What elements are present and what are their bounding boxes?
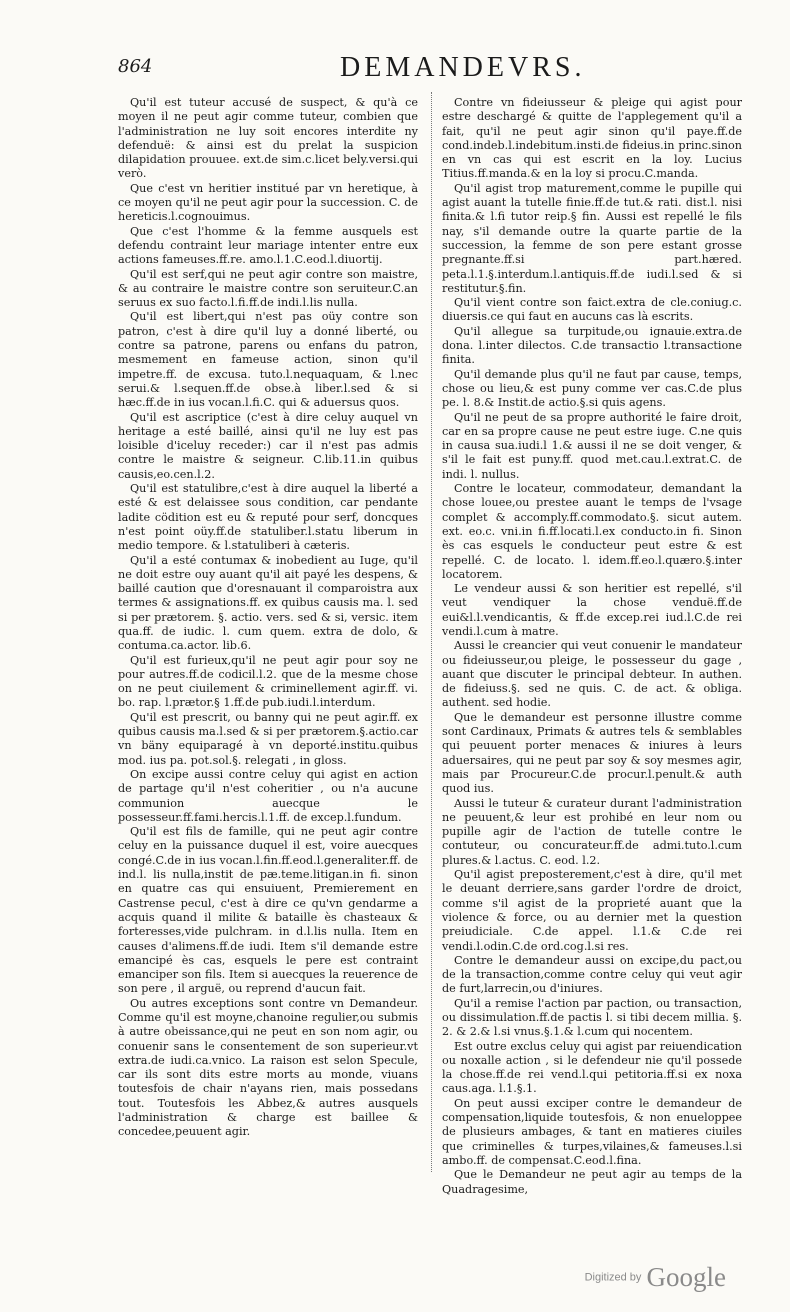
paragraph: Que c'est vn heritier institué par vn heretique, à ce moyen qu'il ne peut agir pour la succession. C. de hereticis.l.cognouimus. [118,181,418,224]
paragraph: Aussi le creancier qui veut conuenir le mandateur ou fideiusseur,ou pleige, le possesseur du gage , auant que discuter le principal debteur. In authen. de fideiuss.§. sed ne quis. C. de act. & obliga. authent. sed hodie. [442,639,742,710]
paragraph: Qu'il agist trop maturement,comme le pupille qui agist auant la tutelle finie.ff.de tut.& rati. dist.l. nisi finita.& l.fi tutor reip.§ fin. Aussi est repellé le fils nay, s'il demande outre la quarte partie de la succession, la femme de son pere estant grosse pregnante.ff.si part.hæred. peta.l.1.§.interdum.l.antiquis.ff.de iudi.l.sed & si restitutur.§.fin. [442,181,742,295]
paragraph: Que le Demandeur ne peut agir au temps de la Quadragesime, [442,1168,742,1196]
paragraph: On peut aussi exciper contre le demandeur de compensation,liquide toutesfois, & non enueloppee de plusieurs ambages, & tant en matieres ciuiles que criminelles & turpes,vilaines,& fameuses.l.si ambo.ff. de compensat.C.eod.l.fina. [442,1096,742,1167]
page-number: 864 [118,56,153,77]
paragraph: Est outre exclus celuy qui agist par reiuendication ou noxalle action , si le defendeur nie qu'il possede la chose.ff.de rei vend.l.qui petitoria.ff.si ex noxa caus.aga. l.1.§.1. [442,1039,742,1096]
column-divider [431,92,432,1172]
paragraph: Qu'il est serf,qui ne peut agir contre son maistre, & au contraire le maistre contre son seruiteur.C.an seruus ex suo facto.l.fi.ff.de indi.l.lis nulla. [118,267,418,310]
watermark-prefix: Digitized by [584,1271,642,1284]
paragraph: Contre vn fideiusseur & pleige qui agist pour estre deschargé & quitte de l'applegement qu'il a fait, qu'il ne peut agir sinon qu'il paye.ff.de cond.indeb.l.indebitum.insti.de fideius.in princ.sinon en vn cas qui est escrit en la loy. Lucius Titius.ff.manda.& en la loy si procu.C.manda. [442,96,742,181]
left-column [118,96,418,1140]
paragraph: Qu'il est ascriptice (c'est à dire celuy auquel vn heritage a esté baillé, ainsi qu'il ne luy est pas loisible d'iceluy receder:) car il n'est pas admis contre le maistre & seigneur. C.lib.11.in quibus causis,eo.cen.l.2. [118,410,418,481]
paragraph: Le vendeur aussi & son heritier est repellé, s'il veut vendiquer la chose venduë.ff.de eui&l.l.vendicantis, & ff.de excep.rei iud.l.C.de rei vendi.l.cum à matre. [442,582,742,638]
running-head-title: DEMANDEVRS. [340,52,586,83]
paragraph: Que le demandeur est personne illustre comme sont Cardinaux, Primats & autres tels & semblables qui peuuent porter menaces & iniures à leurs aduersaires, qui ne peut par soy & soy mesmes agir, mais par Procureur.C.de procur.l.penult.& auth quod ius. [442,710,742,796]
paragraph: Qu'il ne peut de sa propre authorité le faire droit, car en sa propre cause ne peut estre iuge. C.ne quis in causa sua.iudi.l 1.& aussi il ne se doit venger, & s'il le fait est puny.ff. quod met.cau.l.extrat.C. de indi. l. nullus. [442,410,742,481]
paragraph: Aussi le tuteur & curateur durant l'administration ne peuuent,& leur est prohibé en leur nom ou pupille agir de l'action de tutelle contre le contuteur, ou concurateur.ff.de admi.tuto.l.cum plures.& l.actus. C. eod. l.2. [442,796,742,867]
paragraph: Qu'il est furieux,qu'il ne peut agir pour soy ne pour autres.ff.de codicil.l.2. que de la mesme chose on ne peut ciuilement & criminellement agir.ff. vi. bo. rap. l.prætor.§ 1.ff.de pub.iudi.l.interdum. [118,653,418,710]
paragraph: Qu'il est libert,qui n'est pas oüy contre son patron, c'est à dire qu'il luy a donné liberté, ou contre sa patrone, parens ou enfans du patron, mesmement en fameuse action, sinon qu'il impetre.ff. de excusa. tuto.l.nequaquam, & l.nec serui.& l.sequen.ff.de obse.à liber.l.sed & si hæc.ff.de in ius vocan.l.fi.C. qui & aduersus quos. [118,310,418,410]
paragraph: On excipe aussi contre celuy qui agist en action de partage qu'il n'est coheritier , ou n'a aucune communion auecque le possesseur.ff.fami.hercis.l.1.ff. de excep.l.fundum. [118,767,418,824]
paragraph: Que c'est l'homme & la femme ausquels est defendu contraint leur mariage intenter entre eux actions fameuses.ff.re. amo.l.1.C.eod.l.diuortij. [118,224,418,267]
paragraph: Contre le demandeur aussi on excipe,du pact,ou de la transaction,comme contre celuy qui veut agir de furt,larrecin,ou d'iniures. [442,953,742,996]
paragraph: Qu'il est statulibre,c'est à dire auquel la liberté a esté & est delaissee sous condition, car pendante ladite cödition est eu & reputé pour serf, doncques n'est point oüy.ff.de statuliber.l.statu liberum in medio tempore. & l.statuliberi à cæteris. [118,482,418,553]
paragraph: Contre le locateur, commodateur, demandant la chose louee,ou prestee auant le temps de l'vsage complet & accomply.ff.commodato.§. sicut autem. ext. eo.c. vni.in fi.ff.locati.l.ex conducto.in fi. Sinon ès cas esquels le conducteur peut estre & est repellé. C. de locato. l. idem.ff.eo.l.quæro.§.inter locatorem. [442,482,742,581]
paragraph: Qu'il est tuteur accusé de suspect, & qu'à ce moyen il ne peut agir comme tuteur, combien que l'administration ne luy soit encores interdite ny defenduë: & ainsi est du prelat la suspicion dilapidation prouuee. ext.de sim.c.licet bely.versi.qui verò. [118,96,418,181]
google-logo: Google [646,1262,726,1292]
page-header [118,52,758,92]
paragraph: Qu'il est fils de famille, qui ne peut agir contre celuy en la puissance duquel il est, voire auecques congé.C.de in ius vocan.l.fin.ff.eod.l.generaliter.ff. de ind.l. lis nulla,instit de pæ.teme.litigan.in fi. sinon en quatre cas qui ensuiuent, Premierement en Castrense pecul, c'est à dire ce qu'vn gendarme a acquis quand il milite & bataille ès chasteaux & forteresses,vide pulchram. in d.l.lis nulla. Item en causes d'alimens.ff.de iudi. Item s'il demande estre emancipé ès cas, esquels le pere est contraint emanciper son fils. Item si auecques la reuerence de son pere , il arguë, ou reprend d'aucun fait. [118,825,418,996]
paragraph: Qu'il allegue sa turpitude,ou ignauie.extra.de dona. l.inter dilectos. C.de transactio l.transactione finita. [442,324,742,367]
paragraph: Qu'il vient contre son faict.extra de cle.coniug.c. diuersis.ce qui faut en aucuns cas là escrits. [442,296,742,324]
digitization-watermark [585,1262,726,1293]
paragraph: Qu'il a esté contumax & inobedient au Iuge, qu'il ne doit estre ouy auant qu'il ait payé les despens, & baillé caution que d'oresnauant il comparoistra aux termes & assignations.ff. ex quibus causis ma. l. sed si per prætorem. §. actio. vers. sed & si, versic. item qua.ff. de iudic. l. cum quem. extra de dolo, & contuma.ca.actor. lib.6. [118,553,418,653]
paragraph: Qu'il a remise l'action par paction, ou transaction, ou dissimulation.ff.de pactis l. si tibi decem millia. §. 2. & 2.& l.si vnus.§.1.& l.cum qui nocentem. [442,996,742,1039]
paragraph: Ou autres exceptions sont contre vn Demandeur. Comme qu'il est moyne,chanoine regulier,ou submis à autre obeissance,qui ne peut en son nom agir, ou conuenir sans le consentement de son superieur.vt extra.de iudi.ca.vnico. La raison est selon Specule, car ils sont dits estre morts au monde, viuans toutesfois de chair n'ayans rien, mais possedans tout. Toutesfois les Abbez,& autres ausquels l'administration & charge est baillee & concedee,peuuent agir. [118,996,418,1139]
paragraph: Qu'il est prescrit, ou banny qui ne peut agir.ff. ex quibus causis ma.l.sed & si per prætorem.§.actio.car vn bäny equiparagé à vn deporté.institu.quibus mod. ius pa. pot.sol.§. relegati , in gloss. [118,710,418,767]
paragraph: Qu'il demande plus qu'il ne faut par cause, temps, chose ou lieu,& est puny comme ver cas.C.de plus pe. l. 8.& Instit.de actio.§.si quis agens. [442,367,742,410]
paragraph: Qu'il agist preposterement,c'est à dire, qu'il met le deuant derriere,sans garder l'ordre de droict, comme s'il agist de la proprieté auant que la violence & force, ou au dernier met la question preiudiciale. C.de appel. l.1.& C.de rei vendi.l.odin.C.de ord.cog.l.si res. [442,868,742,953]
right-column [442,96,742,1197]
